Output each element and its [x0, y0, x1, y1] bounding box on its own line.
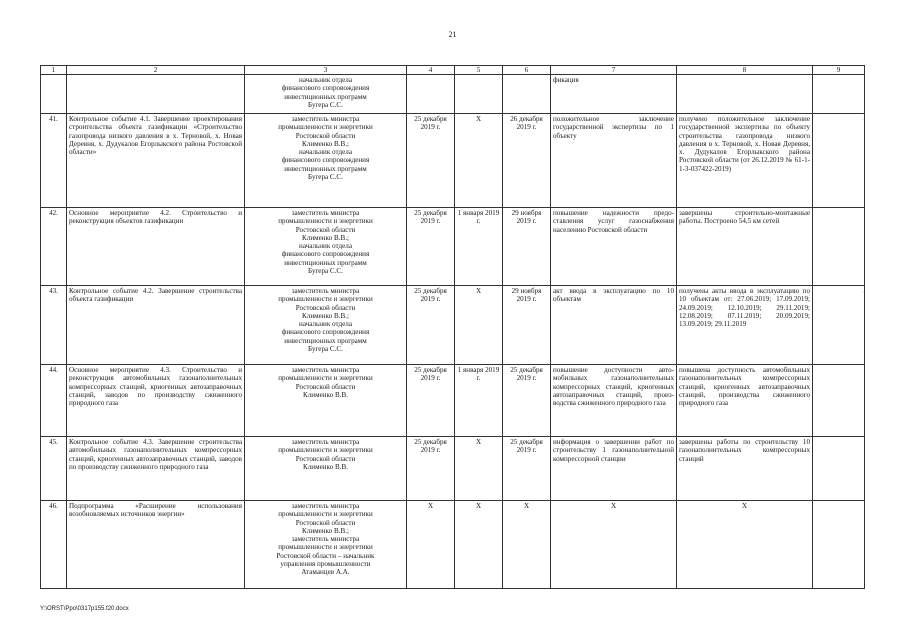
row-number: 41.	[41, 114, 67, 208]
event-name: Основное мероприятие 4.2. Строительство и реконструкция объектов газификации	[67, 208, 245, 286]
event-name: Основное мероприятие 4.3. Строительство и реконструкция автомобильных газонаполнительных компрессорных станций, криогенных автозаправочных станций, заводов по производству сжиженного природного газа	[67, 365, 245, 437]
row-number: 42.	[41, 208, 67, 286]
achieved-result: завершены строительно-монтажные работы. Построено 54,5 км сетей	[677, 208, 813, 286]
actual-start: 1 января 2019 г.	[455, 365, 503, 437]
header-row	[41, 66, 865, 75]
actual-end: 29 ноября 2019 г.	[503, 286, 551, 365]
row-number: 45.	[41, 437, 67, 501]
file-path-footer: Y:\ORST\Ppo\0317p155.f20.docx	[40, 606, 129, 612]
actual-start: X	[455, 501, 503, 589]
header-col-8: 8	[677, 66, 813, 75]
responsible-cell	[245, 501, 407, 589]
responsible-cell	[245, 114, 407, 208]
responsible-text: заместитель министра промышленности и энергетики Ростовской области Клименко В.В.; начальник отдела финансового сопровождения инвестиционных программ Бугера С.С.	[278, 287, 373, 354]
responsible-text: заместитель министра промышленности и энергетики Ростовской области Клименко В.В.; начальник отдела финансового сопровождения инвестиционных программ Бугера С.С.	[278, 209, 373, 276]
header-col-6: 6	[503, 66, 551, 75]
planned-date: 25 декабря 2019 г.	[407, 286, 455, 365]
responsible-text: заместитель министра промышленности и энергетики Ростовской области Клименко В.В.; начальник отдела финансового сопровождения инвестиционных программ Бугера С.С.	[278, 115, 373, 182]
row-number: 44.	[41, 365, 67, 437]
expected-result: повышение доступности автомобильных газонаполнительных компрессорных станций, криогенных автозаправочных станций, производства сжиженного природного газа	[551, 365, 677, 437]
achieved-result: получено положительное заключение государственной экспертизы по объекту строительства газопровода низкого давления в х. Терновой, х. Новая Деревня, х. Дудукалов Егорлыкского района Ростовской области (от 26.12.2019 № 61-1-1-3-037422-2019)	[677, 114, 813, 208]
responsible-text: заместитель министра промышленности и энергетики Ростовской области Клименко В.В.	[278, 438, 373, 471]
responsible-text: начальник отдела финансового сопровождения инвестиционных программ Бугера С.С.	[281, 76, 370, 109]
header-col-3: 3	[245, 66, 407, 75]
actual-end: 25 декабря 2019 г.	[503, 437, 551, 501]
table-row	[41, 208, 865, 286]
notes-cell	[813, 365, 865, 437]
page-number: 21	[448, 30, 457, 39]
responsible-text: заместитель министра промышленности и энергетики Ростовской области Клименко В.В.	[278, 366, 373, 399]
expected-result: положительное заключение государственной экспертизы по 1 объекту	[551, 114, 677, 208]
responsible-cell	[245, 208, 407, 286]
planned-date: 25 декабря 2019 г.	[407, 114, 455, 208]
table-row	[41, 501, 865, 589]
event-name: Контрольное событие 4.2. Завершение строительства объекта газификации	[67, 286, 245, 365]
actual-end: 29 ноября 2019 г.	[503, 208, 551, 286]
event-name: Подпрограмма «Расширение использования возобновляемых источников энергии»	[67, 501, 245, 589]
notes-cell	[813, 437, 865, 501]
actual-end: X	[503, 501, 551, 589]
table-row	[41, 286, 865, 365]
header-col-5: 5	[455, 66, 503, 75]
table-row	[41, 114, 865, 208]
planned-date: 25 декабря 2019 г.	[407, 437, 455, 501]
actual-start	[455, 75, 503, 114]
notes-cell	[813, 501, 865, 589]
responsible-cell	[245, 365, 407, 437]
expected-result: повышение надежности предоставления услуг газоснабжения населению Ростовской области	[551, 208, 677, 286]
planned-date: 25 декабря 2019 г.	[407, 208, 455, 286]
event-name	[67, 75, 245, 114]
row-number: 43.	[41, 286, 67, 365]
header-col-4: 4	[407, 66, 455, 75]
header-col-9: 9	[813, 66, 865, 75]
expected-result: X	[551, 501, 677, 589]
responsible-cell	[245, 286, 407, 365]
table-row	[41, 437, 865, 501]
actual-start: X	[455, 286, 503, 365]
achieved-result: завершены работы по строительству 10 газонаполнительных компрессорных станций	[677, 437, 813, 501]
event-name: Контрольное событие 4.3. Завершение строительства автомобильных газонаполнительных компрессорных станций, криогенных автозаправочных станций, заводов по производству сжиженного природного газа	[67, 437, 245, 501]
notes-cell	[813, 75, 865, 114]
planned-date: X	[407, 501, 455, 589]
expected-result: информация о завершении работ по строительству 1 газонаполнительной компрессорной станции	[551, 437, 677, 501]
expected-result: фикация	[551, 75, 677, 114]
actual-start: 1 января 2019 г.	[455, 208, 503, 286]
event-name: Контрольное событие 4.1. Завершение проектирования строительства объекта газификации «Строительство газопровода низкого давления в х. Терновой, х. Новая Деревня, х. Дудукалов Егорлыкского района Ростовской области»	[67, 114, 245, 208]
achieved-result	[677, 75, 813, 114]
actual-start: X	[455, 437, 503, 501]
actual-end: 25 декабря 2019 г.	[503, 365, 551, 437]
margin-mark: ·	[862, 290, 864, 296]
achieved-result: повышена доступность автомобильных газонаполнительных компрессорных станций, криогенных автозаправочных станций, производства сжиженного природного газа	[677, 365, 813, 437]
notes-cell	[813, 114, 865, 208]
table-row	[41, 75, 865, 114]
achieved-result: X	[677, 501, 813, 589]
row-number: 46.	[41, 501, 67, 589]
actual-end	[503, 75, 551, 114]
row-number	[41, 75, 67, 114]
margin-mark: ·	[862, 117, 864, 123]
responsible-cell	[245, 75, 407, 114]
actual-end: 26 декабря 2019 г.	[503, 114, 551, 208]
responsible-cell	[245, 437, 407, 501]
report-table	[40, 65, 865, 589]
expected-result: акт ввода в эксплуатацию по 10 объектам	[551, 286, 677, 365]
achieved-result: получены акты ввода в эксплуатацию по 10 объектам от: 27.06.2019; 17.09.2019; 24.09.2019; 12.10.2019; 29.11.2019; 12.08.2019; 07.11.2019; 20.09.2019; 13.09.2019; 29.11.2019	[677, 286, 813, 365]
actual-start: X	[455, 114, 503, 208]
table-row	[41, 365, 865, 437]
responsible-text: заместитель министра промышленности и энергетики Ростовской области Клименко В.В.; заместитель министра промышленности и энергетики Ростовской области – начальник управления промышленности Атаманцев А.А.	[276, 502, 375, 577]
header-col-1: 1	[41, 66, 67, 75]
notes-cell	[813, 208, 865, 286]
notes-cell	[813, 286, 865, 365]
planned-date	[407, 75, 455, 114]
planned-date: 25 декабря 2019 г.	[407, 365, 455, 437]
header-col-7: 7	[551, 66, 677, 75]
header-col-2: 2	[67, 66, 245, 75]
